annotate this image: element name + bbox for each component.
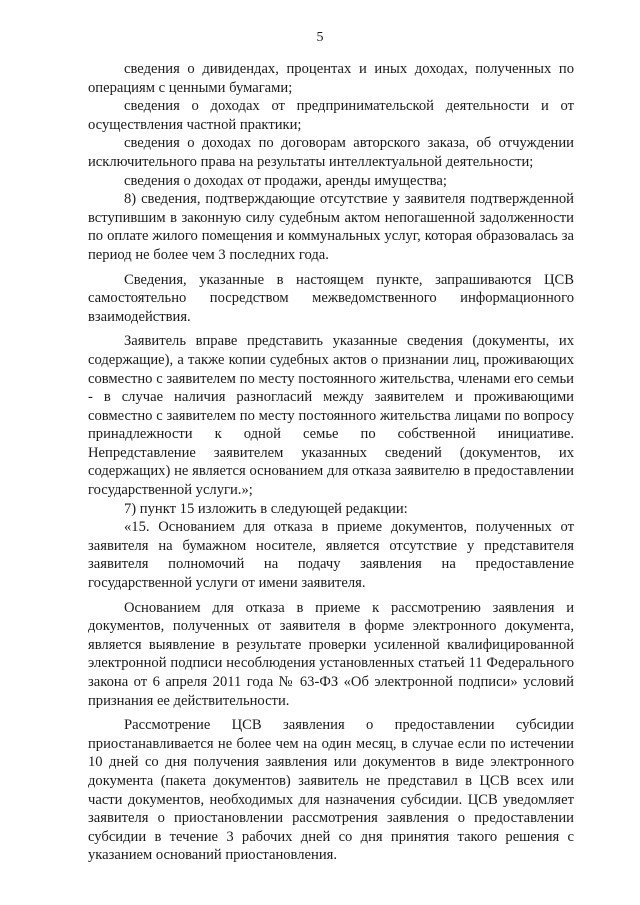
paragraph-electronic-refusal: Основанием для отказа в приеме к рассмотрению заявления и документов, полученных от заявителя в форме электронного документа, является выявление в результате проверки усиленной квалифицированной электронной подписи несоблюдения установленных статьей 11 Федерального закона от 6 апреля 2011 года № 63-ФЗ «Об электронной подписи» условий признания ее действительности. xyxy=(88,599,574,709)
paragraph-interagency-request: Сведения, указанные в настоящем пункте, запрашиваются ЦСВ самостоятельно посредством межведомственного информационного взаимодействия. xyxy=(88,271,574,325)
paragraph-applicant-rights: Заявитель вправе представить указанные сведения (документы, их содержащие), а также копии судебных актов о признании лиц, проживающих совместно с заявителем по месту постоянного жительства, членами его семьи - в случае наличия разногласий между заявителем и проживающими совместно с заявителем по месту постоянного жительства лицами по вопросу принадлежности к одной семье по собственной инициативе. Непредставление заявителем указанных сведений (документов, их содержащих) не является основанием для отказа заявителю в предоставлении государственной услуги.»; xyxy=(88,333,574,499)
paragraph-amend-item-15: 7) пункт 15 изложить в следующей редакции: xyxy=(124,500,408,517)
document-body xyxy=(88,60,574,865)
paragraph-property-income: сведения о доходах от продажи, аренды имущества; xyxy=(124,172,447,189)
paragraph-dividends: сведения о дивидендах, процентах и иных доходах, полученных по операциям с ценными бумагами; xyxy=(88,61,574,96)
paragraph-copyright-income: сведения о доходах по договорам авторского заказа, об отчуждении исключительного права на результаты интеллектуальной деятельности; xyxy=(88,135,574,170)
page-number: 5 xyxy=(316,30,324,45)
paragraph-suspension: Рассмотрение ЦСВ заявления о предоставлении субсидии приостанавливается не более чем на один месяц, в случае если по истечении 10 дней со дня получения заявления или документов в виде электронного документа (пакета документов) заявитель не представил в ЦСВ всех или части документов, необходимых для назначения субсидии. ЦСВ уведомляет заявителя о приостановлении рассмотрения заявления о предоставлении субсидии в течение 3 рабочих дней со дня принятия такого решения с указанием оснований приостановления. xyxy=(88,717,574,864)
paragraph-business-income: сведения о доходах от предпринимательской деятельности и от осуществления частной практики; xyxy=(88,98,574,133)
paragraph-item-15-refusal: «15. Основанием для отказа в приеме документов, полученных от заявителя на бумажном носителе, является отсутствие у представителя заявителя полномочий на подачу заявления на предоставление государственной услуги от имени заявителя. xyxy=(88,519,574,592)
paragraph-item-8: 8) сведения, подтверждающие отсутствие у заявителя подтвержденной вступившим в законную силу судебным актом непогашенной задолженности по оплате жилого помещения и коммунальных услуг, которая образовалась за период не более чем 3 последних года. xyxy=(88,191,574,263)
